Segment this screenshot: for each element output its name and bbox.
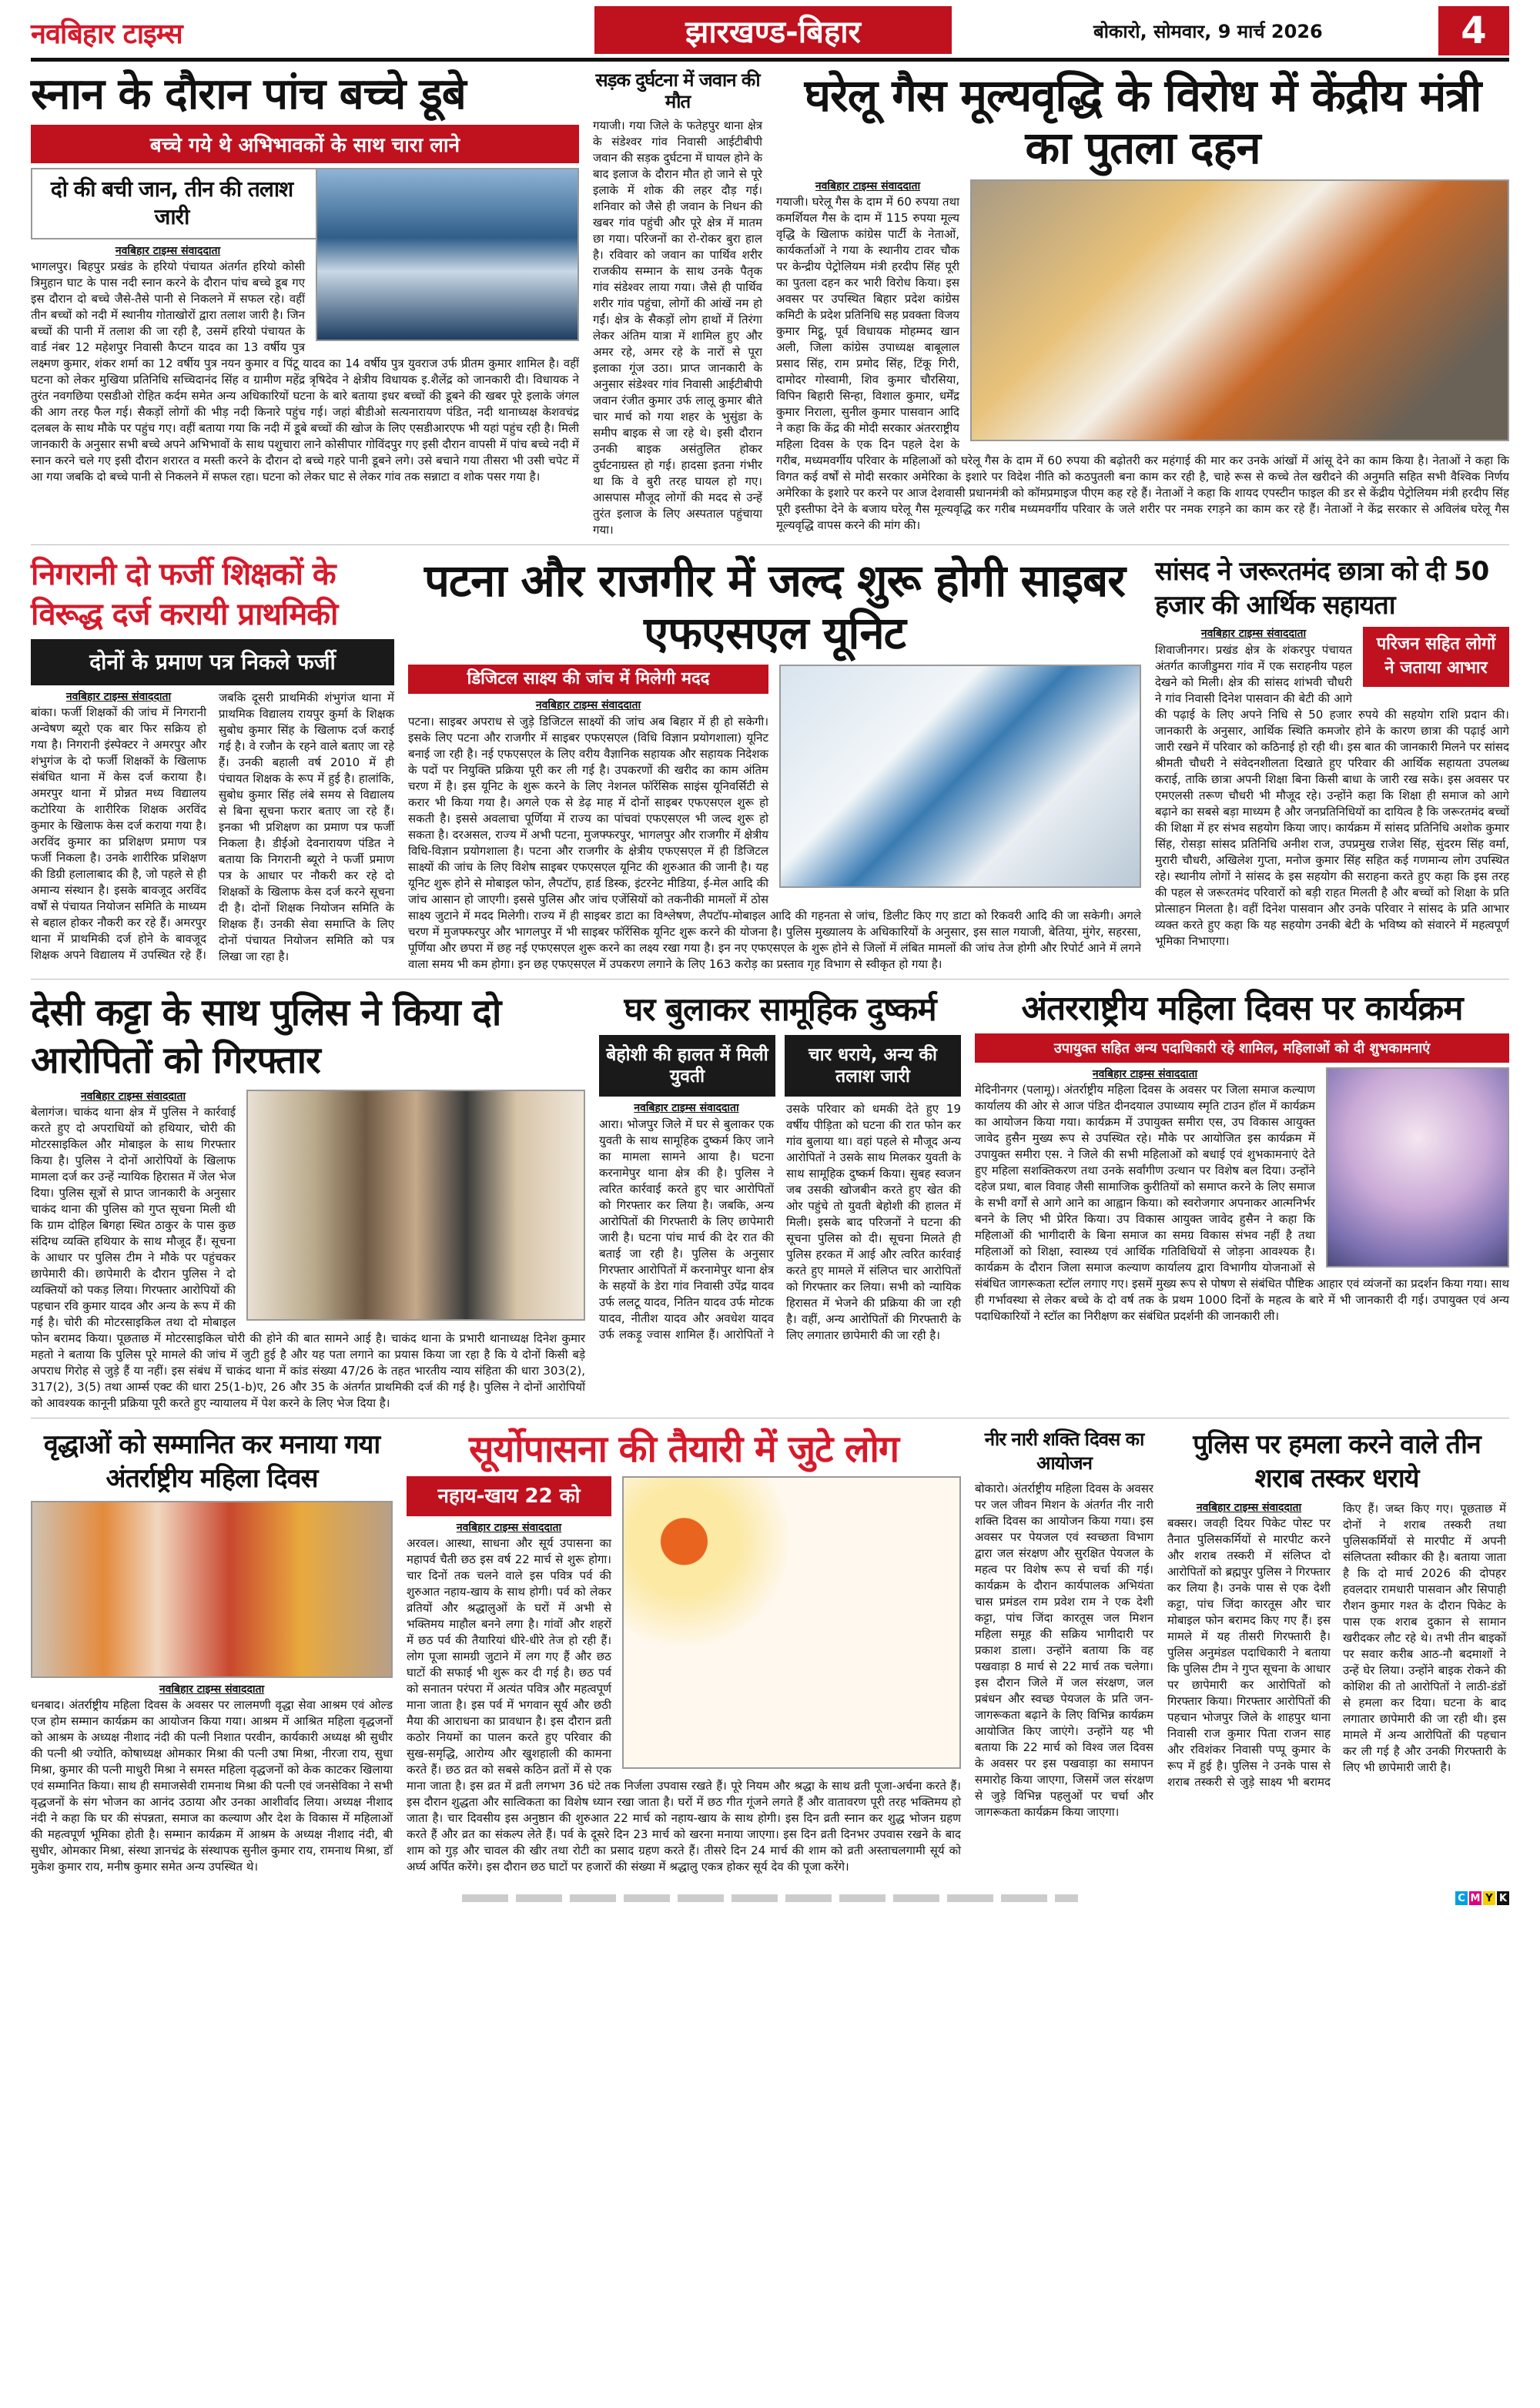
lab-scientist-photo bbox=[779, 665, 1141, 888]
story-subhead: चार धराये, अन्य की तलाश जारी bbox=[785, 1035, 961, 1097]
story-body: शिवाजीनगर। प्रखंड क्षेत्र के शंकरपुर पंचायत अंतर्गत काजीडुमरा गांव में एक सराहनीय पहल देखने को मिली। क्षेत्र की सांसद शांभवी चौधरी ने गांव निवासी दिनेश पासवान की बेटी की आगे की पढ़ाई के लिए अपने निधि से 50 हजार रुपये की सहयोग राशि प्रदान की। जानकारी के अनुसार, आर्थिक स्थिति कमजोर होने के कारण छात्रा की पढ़ाई आगे जारी रखने में परिवार को कठिनाई हो रही थी। इस बात की जानकारी मिलने पर सांसद श्रीमती चौधरी ने संवेदनशीलता दिखाते हुए परिवार की आर्थिक सहायता उपलब्ध कराई, ताकि छात्रा अपनी शिक्षा बिना किसी बाधा के जारी रख सके। इस अवसर पर एमएलसी तरूण चौधरी भी मौजूद रहे। उन्होंने कहा कि शिक्षा ही समाज को आगे बढ़ाने का सबसे बड़ा माध्यम है और जनप्रतिनिधियों का दायित्व है कि जरूरतमंद बच्चों की शिक्षा में हर संभव सहयोग किया जाए। कार्यक्रम में सांसद प्रतिनिधि अशोक कुमार सिंह, रोसड़ा सांसद प्रतिनिधि अनीश राज, उपप्रमुख राजेश सिंह, सुंदरम सिंह वर्मा, मुरारी चौधरी, अखिलेश गुप्ता, मनोज कुमार सिंह सहित कई गणमान्य लोग उपस्थित रहे। स्थानीय लोगों ने सांसद के इस सहयोग की सराहना करते हुए कहा कि इस तरह की पहल से जरूरतमंद परिवारों को बड़ी राहत मिलती है और बच्चों को शिक्षा के प्रति प्रोत्साहन मिलता है। वहीं दिनेश पासवान और उनके परिवार ने सांसद के प्रति आभार व्यक्त करते हुए कहा कि यह सहयोग उनकी बेटी के भविष्य को संवारने में महत्वपूर्ण भूमिका निभाएगा। bbox=[1155, 642, 1509, 948]
story-gas-protest bbox=[776, 69, 1509, 534]
page-row bbox=[31, 554, 1509, 980]
byline: नवबिहार टाइम्स संवाददाता bbox=[115, 244, 221, 257]
chhath-worship-illustration bbox=[622, 1476, 961, 1769]
page-row bbox=[31, 1428, 1509, 1881]
masthead bbox=[31, 0, 1509, 62]
story-chhath bbox=[407, 1428, 961, 1875]
story-pistol-arrest bbox=[31, 989, 585, 1412]
byline: नवबिहार टाइम्स संवाददाता bbox=[1092, 1067, 1198, 1080]
story-body: अरवल। आस्था, साधना और सूर्य उपासना का महापर्व चैती छठ इस वर्ष 22 मार्च से शुरू होगा। चार दिनों तक चलने वाले इस पवित्र पर्व की शुरुआत नहाय-खाय के साथ होगी। पर्व को लेकर व्रतियों और श्रद्धालुओं के घरों में अभी से भक्तिमय माहौल बनने लगा है। गांवों और शहरों में छठ पर्व की तैयारियां धीरे-धीरे तेज हो रही हैं। लोग पूजा सामग्री जुटाने में लग गए हैं और छठ घाटों की सफाई भी शुरू कर दी गई है। छठ पर्व को सनातन परंपरा में अत्यंत पवित्र और महत्वपूर्ण माना जाता है। इस पर्व में भगवान सूर्य और छठी मैया की आराधना का प्रावधान है। इस दौरान व्रती कठोर नियमों का पालन करते हुए परिवार की सुख-समृद्धि, आरोग्य और खुशहाली की कामना करते हैं। छठ व्रत को सबसे कठिन व्रतों में से एक माना जाता है। इस व्रत में व्रती लगभग 36 घंटे तक निर्जला उपवास रखते हैं। पूरे नियम और श्रद्धा के साथ व्रती पूजा-अर्चना करते हैं। इस दौरान शुद्धता और सात्विकता का विशेष ध्यान रखा जाता है। घरों में छठ गीत गूंजने लगते हैं और वातावरण पूरी तरह भक्तिमय हो जाता है। चार दिवसीय इस अनुष्ठान की शुरुआत 22 मार्च को नहाय-खाय के साथ होगी। इस दिन व्रती स्नान कर शुद्ध भोजन ग्रहण करते हैं और व्रत का संकल्प लेते हैं। पर्व के दूसरे दिन 23 मार्च को खरना मनाया जाएगा। इस दिन व्रती दिनभर उपवास रखने के बाद शाम को गुड़ और चावल की खीर तथा रोटी का प्रसाद ग्रहण करते हैं। तीसरे दिन 24 मार्च की शाम को व्रती अस्ताचलगामी सूर्य को अर्घ्य अर्पित करेंगे। इस दौरान छठ घाटों पर हजारों की संख्या में श्रद्धालु एकत्र होकर सूर्य देव की पूजा करेंगे। bbox=[407, 1536, 961, 1874]
effigy-protest-photo bbox=[970, 179, 1509, 441]
story-body: बेलागंज। चाकंद थाना क्षेत्र में पुलिस ने कार्रवाई करते हुए दो अपराधियों को हथियार, चोरी की मोटरसाइकिल और मोबाइल के साथ गिरफ्तार किया है। पुलिस ने दोनों आरोपियों के खिलाफ मामला दर्ज कर उन्हें न्यायिक हिरासत में जेल भेज दिया। पुलिस सूत्रों से प्राप्त जानकारी के अनुसार चाकंद थाना की पुलिस को गुप्त सूचना मिली थी कि ग्राम दोहिल बिगहा स्थित ठाकुर के पास कुछ संदिग्ध व्यक्ति हथियार के साथ मौजूद हैं। सूचना के आधार पर पुलिस टीम ने मौके पर पहुंचकर छापेमारी की। छापेमारी के दौरान पुलिस ने दो व्यक्तियों को पकड़ लिया। गिरफ्तार आरोपियों की पहचान रवि कुमार यादव और अन्य के रूप में की गई है। चोरी की मोटरसाइकिल तथा दो मोबाइल फोन बरामद किया। पूछताछ में मोटरसाइकिल चोरी की होने की बात सामने आई है। चाकंद थाना के प्रभारी थानाध्यक्ष दिनेश कुमार महतो ने बताया कि पुलिस पूरे मामले की जांच में जुटी हुई है और यह पता लगाने का प्रयास किया जा रहा है कि ये दोनों किसी बड़े अपराध गिरोह से जुड़े हैं या नहीं। इस संबंध में चाकंद थाना में कांड संख्या 47/26 के तहत भारतीय न्याय संहिता की धारा 303(2), 317(2), 3(5) तथा आर्म्स एक्ट की धारा 25(1-b)ए, 26 और 35 के अंतर्गत प्राथमिकी दर्ज की गई है। पुलिस ने दोनों आरोपियों को आवश्यक कानूनी प्रक्रिया पूरी करते हुए न्यायालय में पेश करने के लिए भेज दिया है। bbox=[31, 1105, 585, 1411]
story-subhead: परिजन सहित लोगों ने जताया आभार bbox=[1363, 627, 1509, 687]
byline: नवबिहार टाइम्स संवाददाता bbox=[535, 699, 641, 712]
byline: नवबिहार टाइम्स संवाददाता bbox=[1196, 1501, 1302, 1514]
page-footer bbox=[31, 1891, 1509, 1906]
story-body: बोकारो। अंतर्राष्ट्रीय महिला दिवस के अवसर पर जल जीवन मिशन के अंतर्गत नीर नारी शक्ति दिवस का आयोजन किया गया। इस अवसर पर पेयजल एवं स्वच्छता विभाग द्वारा जल संरक्षण और सुरक्षित पेयजल के महत्व पर विशेष रूप से चर्चा की गई। कार्यक्रम के दौरान कार्यपालक अभियंता चास प्रमंडल राम प्रवेश राम ने एक देशी कट्टा, पांच जिंदा कारतूस जल मिशन महिला समूह की सक्रिय भागीदारी पर प्रकाश डाला। उन्होंने बताया कि वह पखवाड़ा 8 मार्च से 22 मार्च तक चलेगा। इस दौरान जिले में जल संरक्षण, जल प्रबंधन और स्वच्छ पेयजल के प्रति जन-जागरूकता बढ़ाने के लिए विभिन्न कार्यक्रम आयोजित किए जाएंगे। उन्होंने यह भी बताया कि 22 मार्च को विश्व जल दिवस के अवसर पर इस पखवाड़ा का समापन समारोह किया जाएगा, जिसमें जल संरक्षण से जुड़े विभिन्न पहलुओं पर चर्चा और जागरूकता कार्यक्रम किया जाएगा। bbox=[975, 1481, 1153, 1819]
cmyk-c: C bbox=[1455, 1891, 1468, 1905]
story-subhead: डिजिटल साक्ष्य की जांच में मिलेगी मदद bbox=[408, 665, 768, 695]
story-headline: पटना और राजगीर में जल्द शुरू होगी साइबर एफएसएल यूनिट bbox=[424, 554, 1126, 660]
elderly-women-honoured-photo bbox=[31, 1501, 393, 1678]
story-headline: अंतरराष्ट्रीय महिला दिवस पर कार्यक्रम bbox=[1021, 988, 1463, 1028]
arrested-accused-photo bbox=[246, 1090, 585, 1321]
story-body: गयाजी। गया जिले के फतेहपुर थाना क्षेत्र के संडेश्वर गांव निवासी आईटीबीपी जवान की सड़क दुर्घटना में घायल होने के बाद इलाज के दौरान मौत हो जाने से पूरे इलाके में शोक की लहर दौड़ गई। शनिवार को जैसे ही जवान के निधन की खबर गांव पहुंची और पूरे क्षेत्र में मातम छा गया। परिजनों का रो-रोकर बुरा हाल है। रविवार को जवान का पार्थिव शरीर राजकीय सम्मान के साथ उनके पैतृक गांव संडेश्वर लाया गया। जैसे ही पार्थिव शरीर गांव पहुंचा, लोगों की आंखें नम हो गईं। क्षेत्र के सैकड़ों लोग हाथों में तिरंगा लेकर अंतिम यात्रा में शामिल हुए और अमर रहे, अमर रहे के नारों से पूरा इलाका गूंज उठा। प्राप्त जानकारी के अनुसार संडेश्वर गांव निवासी आईटीबीपी जवान रंजीत कुमार उर्फ लालू कुमार बीते चार मार्च को गया शहर के भुसुंडा के समीप बाइक से जा रहे थे। इसी दौरान उनकी बाइक असंतुलित होकर दुर्घटनाग्रस्त हो गई। हादसा इतना गंभीर था कि वे बुरी तरह घायल हो गए। आसपास मौजूद लोगों की मदद से उन्हें तुरंत इलाज के लिए अस्पताल पहुंचाया गया। bbox=[593, 118, 762, 537]
story-liquor-smugglers bbox=[1167, 1428, 1506, 1790]
story-headline: वृद्धाओं को सम्मानित कर मनाया गया अंतर्राष्ट्रीय महिला दिवस bbox=[43, 1429, 380, 1495]
cmyk-y: Y bbox=[1483, 1891, 1495, 1905]
story-headline: पुलिस पर हमला करने वाले तीन शराब तस्कर धराये bbox=[1193, 1429, 1481, 1495]
story-subhead: दोनों के प्रमाण पत्र निकले फर्जी bbox=[31, 639, 394, 685]
page-row bbox=[31, 989, 1509, 1418]
cmyk-k: K bbox=[1497, 1891, 1509, 1905]
subhead-pair bbox=[599, 1035, 961, 1101]
story-headline: सड़क दुर्घटना में जवान की मौत bbox=[595, 69, 760, 113]
story-womens-day-program bbox=[975, 989, 1509, 1325]
story-elderly-women bbox=[31, 1428, 393, 1875]
story-body: धनबाद। अंतर्राष्ट्रीय महिला दिवस के अवसर पर लालमणी वृद्धा सेवा आश्रम एवं ओल्ड एज होम सम्मान कार्यक्रम का आयोजन किया गया। आश्रम में आश्रित महिला वृद्धजनों को आश्रम के अध्यक्ष नीशाद नंदी की पत्नी निशात परवीन, कार्यकारी अध्यक्ष श्री सुधीर की पत्नी श्री ज्योति, कोषाध्यक्ष ओमकार मिश्रा की पत्नी उषा मिश्रा, नीरजा राय, सुधा मिश्रा, कुमार की पत्नी माधुरी मिश्रा ने समस्त महिला वृद्धजनों को केक काटकर खिलाया एवं सम्मानित किया। साथ ही समाजसेवी रामनाथ मिश्रा की पत्नी एवं जनसेविका ने सभी वृद्धजनों के संग भोजन का आनंद उठाया और उनका आशीर्वाद लिया। अध्यक्ष नीशाद नंदी ने कहा कि घर की संपन्नता, समाज का कल्याण और देश के विकास में महिलाओं की महत्वपूर्ण भूमिका होती है। सम्मान कार्यक्रम में आश्रम के अध्यक्ष नीशाद नंदी, बी सुधीर, ओमकार मिश्रा, संस्था ज्ञानचंद्र के संस्थापक सुनील कुमार राय, रामनाथ मिश्रा, डॉ मुकेश कुमार राय, मनीष कुमार समेत अन्य उपस्थित थे। bbox=[31, 1698, 393, 1874]
women-leadership-illustration bbox=[1326, 1067, 1509, 1268]
story-subhead: नहाय-खाय 22 को bbox=[407, 1476, 611, 1516]
story-body: बक्सर। जवही दियर पिकेट पोस्ट पर तैनात पुलिसकर्मियों से मारपीट करने और शराब तस्करी में संलिप्त दो आरोपितों को ब्रह्मपुर पुलिस ने गिरफ्तार कर लिया है। उनके पास से एक देशी कट्टा, पांच जिंदा कारतूस और चार मोबाइल फोन बरामद किए गए हैं। इस मामले में यह तीसरी गिरफ्तारी है। पुलिस अनुमंडल पदाधिकारी ने बताया कि पुलिस टीम ने गुप्त सूचना के आधार पर छापेमारी कर आरोपितों को गिरफ्तार किया। गिरफ्तार आरोपितों की पहचान भोजपुर जिले के शाहपुर थाना निवासी राज कुमार पिता राजन साह और रविशंकर निवासी पप्पू कुमार के रूप में हुई है। पुलिस ने उनके पास से शराब तस्करी से जुड़े साक्ष्य भी बरामद किए हैं। जब्त किए गए। पूछताछ में दोनों ने शराब तस्करी तथा पुलिसकर्मियों से मारपीट में अपनी संलिप्तता स्वीकार की है। बताया जाता है कि दो मार्च 2026 की दोपहर हवलदार रामधारी पासवान और सिपाही रौशन कुमार गश्त के दौरान पिकेट के पास एक शराब दुकान से सामान खरीदकर लौट रहे थे। तभी तीन बाइकों पर सवार करीब आठ-नौ बदमाशों ने उन्हें घेर लिया। उन्होंने बाइक रोकने की कोशिश की तो आरोपितों ने लाठी-डंडों से हमला कर दिया। घटना के बाद लगातार छापेमारी की जा रही थी। इस मामले में अन्य आरोपितों की पहचान कर ली गई है और उनकी गिरफ्तारी के लिए भी छापेमारी जारी है। bbox=[1167, 1501, 1506, 1790]
byline: नवबिहार टाइम्स संवाददाता bbox=[65, 690, 172, 703]
story-gang-rape bbox=[599, 989, 961, 1345]
byline: नवबिहार टाइम्स संवाददाता bbox=[80, 1090, 186, 1103]
newspaper-logo: नवबिहार टाइम्स bbox=[31, 18, 182, 50]
story-body: भागलपुर। बिहपुर प्रखंड के हरियो पंचायत अंतर्गत हरियो कोसी त्रिमुहान घाट के पास नदी स्नान करने के दौरान पांच बच्चे डूब गए इस दौरान दो बच्चे जैसे-तैसे पानी से निकलने में सफल रहे। वहीं तीन बच्चों को नदी में स्थानीय गोताखोरों द्वारा तलाश जारी है। जिन बच्चों की पानी में तलाश की जा रही है, उसमें हरियो पंचायत के वार्ड नंबर 12 महेशपुर निवासी कैप्टन यादव का 13 वर्षीय पुत्र लक्ष्मण कुमार, शंकर शर्मा का 12 वर्षीय पुत्र नयन कुमार व पिंटू यादव का 14 वर्षीय पुत्र युवराज उर्फ प्रीतम कुमार शामिल है। वहीं घटना को लेकर मुखिया प्रतिनिधि सच्चिदानंद सिंह व ग्रामीण महेंद्र त्रृषिदेव ने क्षेत्रीय विधायक इ.शैलेंद्र को जानकारी दी। विधायक ने तुरंत नवगछिया एसडीओ रोहित कर्दम समेत अन्य अधिकारियों घटना के बारे बताया इधर बच्चों की डूबने की खबर पूरे इलाके जंगल की आग तरह फैल गई। सैकड़ों लोगों की भीड़ नदी किनारे पहुंच गई। जहां बीडीओ सत्यनारायण पंडित, नदी थानाध्यक्ष केशवचंद्र दलबल के साथ मौके पर पहुंच गए। वहीं बताया गया कि नदी में डूबे बच्चों की खोज के लिए एसडीआरएफ भी यहां पहुंच रही है। मिली जानकारी के अनुसार सभी बच्चे अपने अभिभावों के साथ पशुचारा लाने कोसीपार गोविंदपुर गए इसी दौरान वापसी में पांच बच्चे नदी में स्नान करने चले गए इसी दौरान शरारत व मस्ती करने के दौरान दो बच्चे गहरे पानी डूबने लगे। उसे बचाने गया तीसरा भी उसी चपेट में आ गया जबकि दो बच्चे पानी से निकलने में सफल रहा। घटना को लेकर घाट से लेकर गांव तक सन्नाटा व शोक पसर गया है। bbox=[31, 260, 580, 484]
byline: नवबिहार टाइम्स संवाददाता bbox=[634, 1102, 739, 1115]
story-banner: बच्चे गये थे अभिभावकों के साथ चारा लाने bbox=[31, 125, 579, 163]
drowning-hands-photo bbox=[316, 168, 579, 341]
page-row bbox=[31, 69, 1509, 545]
cmyk-m: M bbox=[1470, 1892, 1481, 1904]
story-road-accident bbox=[593, 69, 762, 538]
story-cyber-fsl bbox=[408, 554, 1141, 973]
story-headline: सांसद ने जरूरतमंद छात्रा को दी 50 हजार की आर्थिक सहायता bbox=[1155, 555, 1489, 621]
story-headline: घर बुलाकर सामूहिक दुष्कर्म bbox=[624, 990, 936, 1028]
story-headline: देसी कट्टा के साथ पुलिस ने किया दो आरोपितों को गिरफ्तार bbox=[31, 990, 501, 1083]
story-headline: निगरानी दो फर्जी शिक्षकों के विरूद्ध दर्ज करायी प्राथमिकी bbox=[31, 556, 338, 632]
story-mp-aid bbox=[1155, 554, 1509, 949]
page-number: 4 bbox=[1438, 6, 1509, 55]
story-body: आरा। भोजपुर जिले में घर से बुलाकर एक युवती के साथ सामूहिक दुष्कर्म किए जाने का मामला सामने आया है। घटना करनामेपुर थाना क्षेत्र की है। पुलिस ने त्वरित कार्रवाई करते हुए चार आरोपितों को गिरफ्तार कर लिया है। जबकि, अन्य आरोपितों की गिरफ्तारी के लिए छापेमारी जारी है। घटना पांच मार्च की देर रात की बताई जा रही है। पुलिस के अनुसार गिरफ्तार आरोपितों में करनामेपुर थाना क्षेत्र के सहयों के डेरा गांव निवासी उपेंद्र यादव उर्फ ललटू यादव, नितिन यादव उर्फ मोटक यादव, नीतीश यादव और अवधेश यादव उर्फ लकड़ू ज्वास शामिल हैं। आरोपितों ने उसके परिवार को धमकी देते हुए 19 वर्षीय पीड़िता को घटना की रात फोन कर गांव बुलाया था। वहां पहले से मौजूद अन्य आरोपितों ने उसके साथ मिलकर युवती के साथ सामूहिक दुष्कर्म किया। सुबह स्वजन जब उसकी खोजबीन करते हुए खेत की ओर पहुंचे तो युवती बेहोशी की हालत में मिली। इसके बाद परिजनों ने घटना की सूचना पुलिस को दी। सूचना मिलते ही पुलिस हरकत में आई और त्वरित कार्रवाई करते हुए मामले में संलिप्त चार आरोपितों को गिरफ्तार कर लिया। सभी को न्यायिक हिरासत में भेजने की प्रक्रिया की जा रही है। वहीं, अन्य आरोपितों की गिरफ्तारी के लिए लगातार छापेमारी की जा रही है। bbox=[599, 1102, 961, 1343]
story-headline: सूर्योपासना की तैयारी में जुटे लोग bbox=[469, 1428, 899, 1472]
edition-date: बोकारो, सोमवार, 9 मार्च 2026 bbox=[1093, 21, 1323, 42]
story-body: पटना। साइबर अपराध से जुड़े डिजिटल साक्ष्यों की जांच अब बिहार में ही हो सकेगी। इसके लिए पटना और राजगीर में साइबर एफएसएल (विधि विज्ञान प्रयोगशाला) यूनिट बनाई जा रही है। नई एफएसएल के लिए वरीय वैज्ञानिक सहायक और सहायक निदेशक के पदों पर नियुक्ति प्रक्रिया पूरी कर ली गई है। उपकरणों की खरीद का काम अंतिम चरण में है। इस यूनिट के शुरू करने के लिए नेशनल फॉरेंसिक साइंस यूनिवर्सिटी से करार भी किया गया है। अगले एक से डेढ़ माह में दोनों साइबर एफएसएल शुरू हो सकती है। इससे अवलाचा पूर्णिया में राज्य का पांचवां एफएसएल भी जल्द शुरू हो सकता है। दरअसल, राज्य में अभी पटना, मुजफ्फरपुर, भागलपुर और राजगीर में क्षेत्रीय विधि-विज्ञान प्रयोगशाला है। पटना और राजगीर के क्षेत्रीय एफएसएल में ही डिजिटल साक्ष्यों की जांच के लिए विशेष साइबर एफएसएल यूनिट की शुरुआत की जानी है। यह यूनिट शुरू होने से मोबाइल फोन, लैपटॉप, हार्ड डिस्क, इंटरनेट मीडिया, ई-मेल आदि की जांच आसान हो जाएगी। इससे पुलिस और जांच एजेंसियों को तकनीकी मामलों में ठोस साक्ष्य जुटाने में मदद मिलेगी। राज्य में ही साइबर डाटा का विश्लेषण, लैपटॉप-मोबाइल आदि की गहनता से जांच, डिलीट किए गए डाटा को रिकवरी आदि की जा सकेगी। अगले चरण में मुजफ्फरपुर और भागलपुर में भी साइबर फॉरेंसिक यूनिट शुरू करने की योजना है। पुलिस मुख्यालय के अधिकारियों के अनुसार, इस साल गयाजी, बेतिया, मुंगेर, सहरसा, पूर्णिया और छपरा में छह नई एफएसएल शुरू करने का लक्ष्य रखा गया है। इन नए एफएसएल के शुरू होने से जिलों में लंबित मामलों की जांच तेज होगी और रिपोर्ट आने में लगने वाला समय भी कम होगा। इन छह एफएसएल में उपकरण लगाने के लिए 163 करोड़ का प्रस्ताव गृह विभाग से स्वीकृत हो गया है। bbox=[408, 714, 1141, 971]
print-registration-strip bbox=[462, 1894, 1078, 1902]
section-label: झारखण्ड-बिहार bbox=[594, 6, 952, 54]
story-subhead: बेहोशी की हालत में मिली युवती bbox=[599, 1035, 775, 1097]
story-body: बांका। फर्जी शिक्षकों की जांच में निगरानी अन्वेषण ब्यूरो एक बार फिर सक्रिय हो गया है। निगरानी इंस्पेक्टर ने अमरपुर और शंभुगंज के दो फर्जी शिक्षकों के खिलाफ संबंधित थाना में केस दर्ज कराया है। अमरपुर थाना में प्रोन्नत मध्य विद्यालय कटोरिया के शारीरिक शिक्षक अरविंद कुमार के खिलाफ केस दर्ज कराया गया है। अरविंद कुमार का प्रशिक्षण प्रमाण पत्र फर्जी निकला है। उनके शारीरिक प्रशिक्षण की डिग्री हलालाबाद की है, जो पहले से ही अमान्य संस्थान है। इसके बावजूद अरविंद वर्षों से पंचायत नियोजन समिति के माध्यम से बहाल होकर नौकरी कर रहे हैं। अमरपुर थाना में प्राथमिकी दर्ज होने के बावजूद शिक्षक अपने विद्यालय में उपस्थित रहे हैं। जबकि दूसरी प्राथमिकी शंभुगंज थाना में प्राथमिक विद्यालय रायपुर कुर्मा के शिक्षक सुबोध कुमार सिंह के खिलाफ दर्ज कराई गई है। वे रजौन के रहने वाले बताए जा रहे हैं। उनकी बहाली वर्ष 2010 में ही पंचायत शिक्षक के रूप में हुई है। हालांकि, सुबोध कुमार सिंह लंबे समय से विद्यालय से बिना सूचना फरार बताए जा रहे हैं। इनका भी प्रशिक्षण का प्रमाण पत्र फर्जी निकला है। डीईओ देवनारायण पंडित ने बताया कि निगरानी ब्यूरो ने फर्जी प्रमाण पत्र के आधार पर नौकरी कर रहे दो शिक्षकों के खिलाफ केस दर्ज करने सूचना दी है। दोनों शिक्षक नियोजन समिति के शिक्षक हैं। उनकी सेवा समाप्ति के लिए दोनों पंचायत नियोजन समिति को पत्र लिखा जा रहा है। bbox=[31, 690, 394, 963]
cmyk-marks bbox=[1455, 1891, 1509, 1905]
story-headline: नीर नारी शक्ति दिवस का आयोजन bbox=[984, 1428, 1144, 1475]
story-banner: उपायुक्त सहित अन्य पदाधिकारी रहे शामिल, महिलाओं को दी शुभकामनाएं bbox=[975, 1033, 1509, 1063]
byline: नवबिहार टाइम्स संवाददाता bbox=[1200, 628, 1307, 640]
story-body: मेदिनीनगर (पलामू)। अंतर्राष्ट्रीय महिला दिवस के अवसर पर जिला समाज कल्याण कार्यालय की ओर से आज पंडित दीनदयाल उपाध्याय स्मृति टाउन हॉल में कार्यक्रम का आयोजन किया गया। कार्यक्रम में उपायुक्त समीरा एस, उप विकास आयुक्त जावेद हुसैन मुख्य रूप से उपस्थित रहे। मौके पर आयोजित इस कार्यक्रम में उपायुक्त समीरा एस. ने जिले की सभी महिलाओं को बधाई एवं शुभकामनाएं देते हुए महिला सशक्तिकरण तथा उनके सर्वांगीण उत्थान पर विशेष बल दिया। उन्होंने दहेज प्रथा, बाल विवाह जैसी सामाजिक कुरीतियों को समाप्त करने के लिए समाज के सभी वर्गों से आगे आने का आह्वान किया। को स्वरोजगार अपनाकर आत्मनिर्भर बनने के लिए भी प्रेरित किया। उप विकास आयुक्त जावेद हुसैन ने कहा कि महिलाओं की भागीदारी के बिना समाज का समग्र विकास संभव नहीं है तथा महिलाओं को शिक्षा, स्वास्थ्य एवं आर्थिक गतिविधियों से जोड़ना आवश्यक है। कार्यक्रम के दौरान जिला समाज कल्याण कार्यालय द्वारा विभागीय योजनाओं से संबंधित जागरूकता स्टॉल लगाए गए। इसमें मुख्य रूप से पोषण से संबंधित पौष्टिक आहार एवं व्यंजनों का प्रदर्शन किया गया। साथ ही गर्भावस्था से लेकर बच्चे के दो वर्ष तक के प्रथम 1000 दिनों के महत्व के बारे में भी जानकारी दी गई। उपायुक्त एवं अन्य पदाधिकारियों ने स्टॉल का निरीक्षण कर संबंधित प्रदर्शनी की जानकारी ली। bbox=[975, 1083, 1509, 1324]
byline: नवबिहार टाइम्स संवाददाता bbox=[159, 1683, 265, 1696]
story-headline: स्नान के दौरान पांच बच्चे डूबे bbox=[31, 69, 466, 119]
byline: नवबिहार टाइम्स संवाददाता bbox=[815, 179, 921, 193]
story-headline: घरेलू गैस मूल्यवृद्धि के विरोध में केंद्रीय मंत्री का पुतला दहन bbox=[804, 69, 1481, 175]
story-water-women bbox=[975, 1428, 1153, 1820]
byline: नवबिहार टाइम्स संवाददाता bbox=[456, 1521, 562, 1534]
story-body: गयाजी। घरेलू गैस के दाम में 60 रुपया तथा कमर्शियल गैस के दाम में 115 रुपया मूल्य वृद्धि के खिलाफ कांग्रेस पार्टी के नेताओं, कार्यकर्ताओं ने गया के स्थानीय टावर चौक पर केन्द्रीय पेट्रोलियम मंत्री हरदीप सिंह पूरी का पुतला दहन कर भारी विरोध किया। इस अवसर पर उपस्थित बिहार प्रदेश कांग्रेस कमिटी के प्रदेश प्रतिनिधि सह प्रवक्ता विजय कुमार मिट्ठू, पूर्व विधायक मोहम्मद खान अली, जिला कांग्रेस उपाध्यक्ष बाबूलाल प्रसाद सिंह, राम प्रमोद सिंह, टिंकू गिरी, दामोदर गोस्वामी, शिव कुमार चौरसिया, विपिन बिहारी सिन्हा, विशाल कुमार, धर्मेंद्र कुमार निराला, सुनील कुमार पासवान आदि ने कहा कि केंद्र की मोदी सरकार अंतरराष्ट्रीय महिला दिवस के एक दिन पहले देश के गरीब, मध्यमवर्गीय परिवार के महिलाओं को घरेलू गैस के दाम में 60 रुपया की बढ़ोतरी कर महंगाई की मार कर उनके आंखों में आंसू देने का काम किया है। नेताओं ने कहा कि विगत कई वर्षों से मोदी सरकार अमेरिका के इशारे पर विदेश नीति को कठपुतली बना काम कर रही है, चाहे रूस से कच्चे तेल खरीदने की अनुमति सहित सभी वैश्विक निर्णय अमेरिका के इशारे पर करने पर आज देशवासी प्रधानमंत्री को कॉमप्रमाइज पीएम कह रहे हैं। नेताओं ने कहा कि शायद एपस्टीन फाइल की डर से केंद्रीय पेट्रोलियम मंत्री हरदीप सिंह पूरी इस्तीफा देने के बजाय घरेलू गैस मूल्यवृद्धि कर गरीब मध्यमवर्गीय परिवार के जले शरीर पर नमक रगड़ने का काम कर रहे हैं। नेताओं ने केंद्र सरकार से अविलंब घरेलू गैस मूल्यवृद्धि वापस करने की मांग की। bbox=[776, 195, 1509, 533]
story-drowning bbox=[31, 69, 579, 485]
story-subhead: दो की बची जान, तीन की तलाश जारी bbox=[31, 168, 579, 239]
story-fake-teachers bbox=[31, 554, 394, 965]
